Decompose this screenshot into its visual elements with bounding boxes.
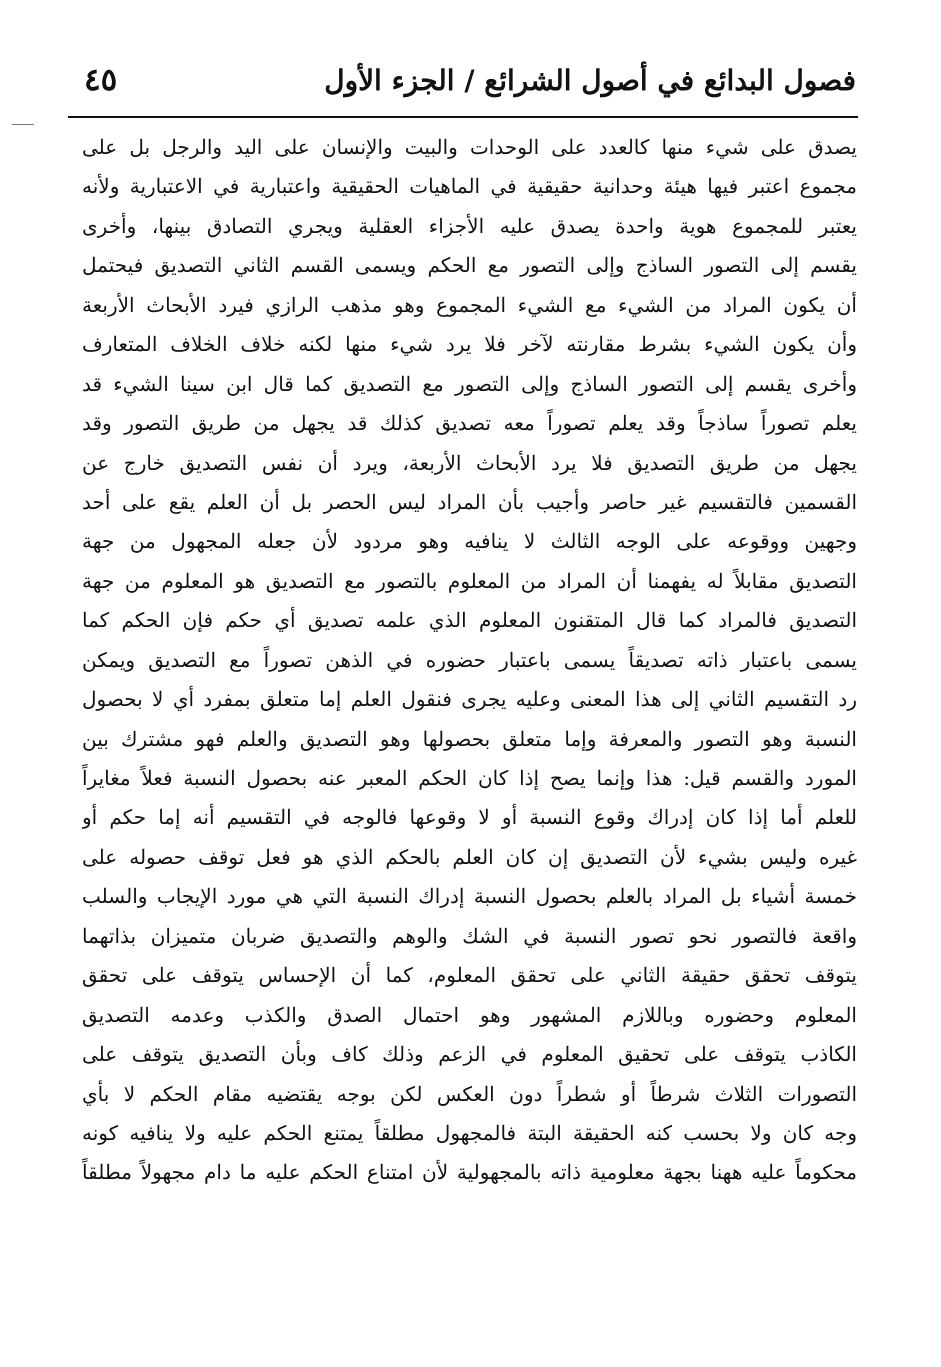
text-line: يقسم إلى التصور الساذج وإلى التصور مع الحكم ويسمى القسم الثاني التصديق فيحتمل: [82, 253, 857, 278]
text-line: التصورات الثلاث شرطاً أو شطراً دون العكس لكن بوجه يقتضيه مقام الحكم لا بأي: [82, 1081, 857, 1106]
text-line: يعلم تصوراً ساذجاً وقد يعلم تصوراً معه تصديق كذلك قد يجهل من طريق التصور وقد: [82, 411, 857, 436]
text-line: للعلم أما إذا كان إدراك وقوع النسبة أو لا وقوعها فالوجه في التقسيم أنه إما حكم أو: [82, 805, 857, 830]
page-header: [68, 60, 856, 116]
text-line: يجهل من طريق التصديق فلا يرد الأبحاث الأربعة، ويرد أن نفس التصديق خارج عن: [82, 450, 857, 475]
text-line: يسمى باعتبار ذاته تصديقاً يسمى باعتبار حضوره في الذهن تصوراً مع التصديق ويمكن: [82, 647, 857, 672]
body-text: [82, 128, 857, 1193]
text-line: وأن يكون الشيء بشرط مقارنته لآخر فلا يرد شيء منها لكنه خلاف الخلاف المتعارف: [82, 332, 857, 357]
text-line: رد التقسيم الثاني إلى هذا المعنى وعليه يجرى فنقول العلم إما متعلق بمفرد أي لا بحصول: [82, 687, 857, 712]
text-line: مجموع اعتبر فيها هيئة وحدانية حقيقية في الماهيات الحقيقية واعتبارية في الاعتبارية ولأنه: [82, 174, 857, 199]
text-line: محكوماً عليه ههنا بجهة معلومية ذاته بالمجهولية لأن امتناع الحكم عليه ما دام مجهولاً مطلقاً: [82, 1160, 857, 1185]
text-line: التصديق مقابلاً له يفهمنا أن المراد من المعلوم بالتصور مع التصديق هو المعلوم من جهة: [82, 568, 857, 593]
text-line: غيره وليس بشيء لأن التصديق إن كان العلم بالحكم الذي هو فعل توقف حصوله على: [82, 844, 857, 869]
text-line: يعتبر للمجموع هوية واحدة يصدق عليه الأجزاء العقلية ويجري التصادق بينها، وأخرى: [82, 213, 857, 238]
running-title: فصول البدائع في أصول الشرائع / الجزء الأول: [324, 64, 856, 97]
text-line: المعلوم وحضوره وباللازم المشهور وهو احتمال الصدق والكذب وعدمه التصديق: [82, 1002, 857, 1027]
page-number: ٤٥: [84, 62, 118, 98]
text-line: وجهين ووقوعه على الوجه الثالث لا ينافيه وهو مردود لأن جعله المجهول من جهة: [82, 529, 857, 554]
text-line: المورد والقسم قيل: هذا وإنما يصح إذا كان الحكم المعبر عنه بحصول النسبة فعلاً مغايراً: [82, 766, 857, 790]
text-line: النسبة وهو التصور والمعرفة وإما متعلق بحصولها وهو التصديق والعلم فهو مشترك بين: [82, 726, 857, 751]
text-line: يتوقف تحقق حقيقة الثاني على تحقق المعلوم، كما أن الإحساس يتوقف على تحقق: [82, 963, 857, 988]
text-line: الكاذب يتوقف على تحقيق المعلوم في الزعم وذلك كاف وبأن التصديق يتوقف على: [82, 1042, 857, 1067]
text-line: أن يكون المراد من الشيء مع الشيء المجموع وهو مذهب الرازي فيرد الأبحاث الأربعة: [82, 292, 857, 317]
text-line: واقعة فالتصور نحو تصور النسبة في الشك والوهم والتصديق ضربان متميزان بذاتهما: [82, 923, 857, 948]
header-divider: [68, 116, 858, 118]
text-line: القسمين فالتقسيم غير حاصر وأجيب بأن المراد ليس الحصر بل أن العلم يقع على أحد: [82, 489, 857, 514]
text-line: خمسة أشياء بل المراد بالعلم بحصول النسبة إدراك النسبة التي هي مورد الإيجاب والسلب: [82, 884, 857, 909]
text-line: وجه كان ولا بحسب كنه الحقيقة البتة فالمجهول مطلقاً يمتنع الحكم عليه ولا ينافيه كونه: [82, 1120, 857, 1145]
text-line: التصديق فالمراد كما قال المتقنون المعلوم الذي علمه تصديق أي حكم فإن الحكم كما: [82, 608, 857, 633]
text-line: يصدق على شيء منها كالعدد على الوحدات والبيت والإنسان على اليد والرجل بل على: [82, 135, 857, 159]
text-line: وأخرى يقسم إلى التصور الساذج وإلى التصور مع التصديق كما قال ابن سينا الشيء قد: [82, 371, 857, 396]
margin-mark: [12, 124, 34, 125]
